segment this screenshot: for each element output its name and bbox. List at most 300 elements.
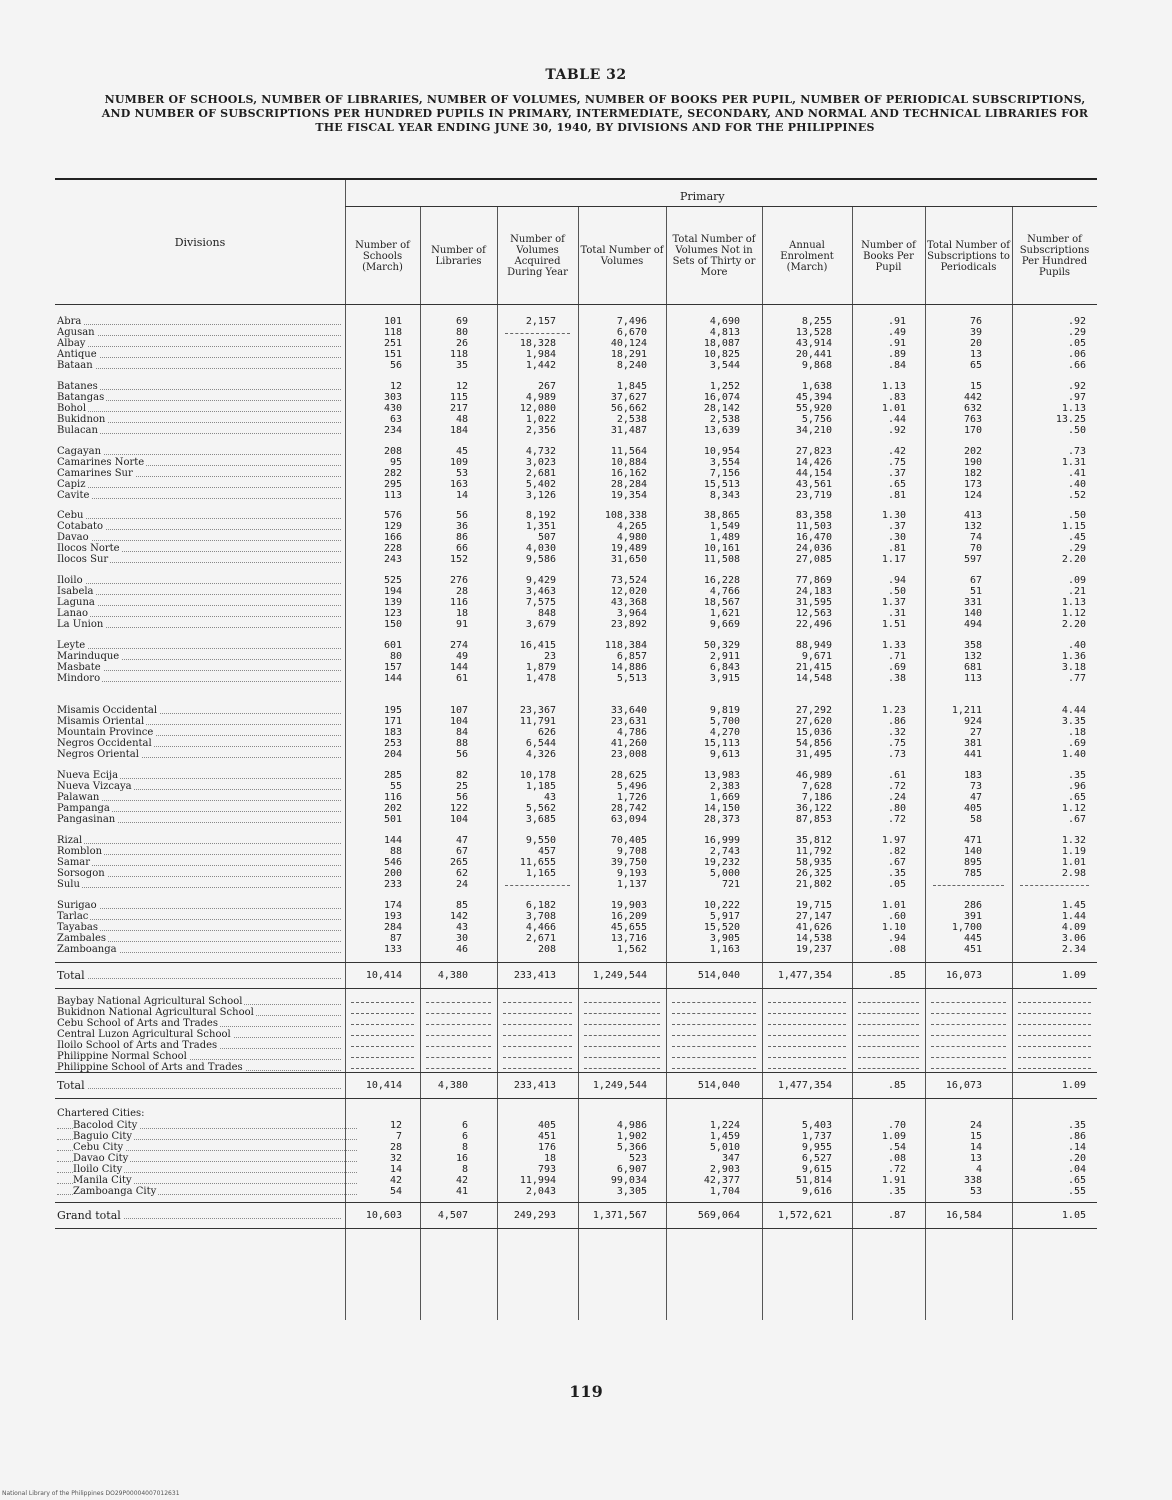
row-label-text: Lanao [57, 608, 89, 619]
table-cell: 8,240 [616, 360, 647, 371]
table-row [55, 338, 1097, 349]
table-cell: 45,394 [795, 392, 832, 403]
table-cell: 31,495 [795, 749, 832, 760]
table-cell: 15 [969, 1131, 982, 1142]
empty-cell-dash [351, 1002, 414, 1003]
table-cell: 14 [389, 1164, 402, 1175]
table-cell: 1.91 [881, 1175, 906, 1186]
table-cell: .35 [887, 868, 906, 879]
table-row [55, 933, 1097, 944]
row-label-text: Tayabas [57, 922, 98, 933]
table-cell: 116 [449, 597, 468, 608]
empty-cell-dash [768, 1068, 846, 1069]
table-cell: 233 [383, 879, 402, 890]
table-cell: 67 [455, 846, 468, 857]
leader-dots [57, 498, 341, 499]
table-row [55, 900, 1097, 911]
table-cell: 9,429 [525, 575, 556, 586]
table-cell: 7,156 [709, 468, 740, 479]
table-cell: 514,040 [697, 970, 740, 981]
table-cell: 69 [455, 316, 468, 327]
row-label [57, 381, 347, 392]
table-row [55, 403, 1097, 414]
table-cell: 70 [969, 543, 982, 554]
table-cell: 15,513 [703, 479, 740, 490]
row-label-text: Davao City [73, 1153, 129, 1164]
table-cell: 1,700 [951, 922, 982, 933]
table-cell: 1,669 [709, 792, 740, 803]
table-cell: 122 [449, 803, 468, 814]
empty-cell-dash [584, 1024, 660, 1025]
table-cell: 48 [455, 414, 468, 425]
table-cell: 8,255 [801, 316, 832, 327]
table-cell: 2.34 [1061, 944, 1086, 955]
table-cell: 13,639 [703, 425, 740, 436]
table-cell: 413 [963, 510, 982, 521]
table-cell: 9,819 [709, 705, 740, 716]
table-cell: .05 [1067, 338, 1086, 349]
table-cell: 12,563 [795, 608, 832, 619]
table-row [55, 468, 1097, 479]
row-label [57, 554, 347, 565]
row-label [57, 705, 347, 716]
table-cell: .85 [887, 1080, 906, 1091]
row-label-text: Zamboanga City [73, 1186, 157, 1197]
table-cell: 37,627 [610, 392, 647, 403]
empty-cell-dash [768, 1057, 846, 1058]
table-cell: 10,161 [703, 543, 740, 554]
row-rule [55, 1202, 1097, 1203]
table-title: TABLE 32 [545, 67, 627, 83]
table-cell: 19,489 [610, 543, 647, 554]
table-cell: 195 [383, 705, 402, 716]
table-cell: 54,856 [795, 738, 832, 749]
table-cell: 27,147 [795, 911, 832, 922]
table-cell: 12,080 [519, 403, 556, 414]
table-cell: 576 [383, 510, 402, 521]
row-label-text: Mindoro [57, 673, 101, 684]
table-cell: 3,023 [525, 457, 556, 468]
table-cell: 9,550 [525, 835, 556, 846]
row-label-text: Iloilo City [73, 1164, 123, 1175]
table-cell: 1.37 [881, 597, 906, 608]
table-cell: 13.25 [1055, 414, 1086, 425]
table-cell: 144 [383, 835, 402, 846]
row-label-text: Bacolod City [73, 1120, 138, 1131]
table-cell: .66 [1067, 360, 1086, 371]
table-cell: 331 [963, 597, 982, 608]
table-cell: 25 [455, 781, 468, 792]
table-cell: 1,022 [525, 414, 556, 425]
table-cell: 21,415 [795, 662, 832, 673]
empty-cell-dash [672, 1013, 756, 1014]
table-cell: 34,210 [795, 425, 832, 436]
table-cell: 1.01 [881, 900, 906, 911]
row-label [57, 1131, 363, 1142]
table-row [55, 360, 1097, 371]
empty-cell-dash [503, 1057, 572, 1058]
school-row [55, 1040, 1097, 1051]
table-cell: 5,366 [616, 1142, 647, 1153]
row-label [57, 316, 347, 327]
row-label [57, 1108, 347, 1119]
table-cell: 1,137 [616, 879, 647, 890]
table-cell: 9,613 [709, 749, 740, 760]
table-cell: 31,595 [795, 597, 832, 608]
table-cell: 1.32 [1061, 835, 1086, 846]
row-label [57, 1142, 363, 1153]
table-cell: 42 [389, 1175, 402, 1186]
table-caption: NUMBER OF SCHOOLS, NUMBER OF LIBRARIES, NUMBER OF VOLUMES, NUMBER OF BOOKS PER PUPIL, NUMBER OF PERIODICAL SUBSCRIPTIONS, AND NUMBER OF SUBSCRIPTIONS PER HUNDRED PUPILS IN PRIMARY, INTERMEDIATE, SECONDARY, AND NORMAL AND TECHNICAL LIBRARIES FOR THE FISCAL YEAR ENDING JUNE 30, 1940, BY DIVISIONS AND FOR THE PHILIPPINES [101, 93, 1089, 134]
table-cell: 190 [963, 457, 982, 468]
table-cell: 9,708 [616, 846, 647, 857]
table-cell: 6,670 [616, 327, 647, 338]
table-cell: .44 [887, 414, 906, 425]
row-label-text: Ilocos Sur [57, 554, 109, 565]
table-cell: 2.98 [1061, 868, 1086, 879]
table-cell: 1.44 [1061, 911, 1086, 922]
empty-cell-dash [768, 1002, 846, 1003]
row-label [57, 640, 347, 651]
empty-cell-dash [1018, 1068, 1091, 1069]
table-cell: 12 [389, 1120, 402, 1131]
empty-cell-dash [768, 1046, 846, 1047]
table-cell: 16,584 [945, 1210, 982, 1221]
empty-cell-dash [584, 1046, 660, 1047]
table-cell: 35 [455, 360, 468, 371]
table-cell: 13,983 [703, 770, 740, 781]
table-cell: 99,034 [610, 1175, 647, 1186]
table-cell: 1,351 [525, 521, 556, 532]
table-cell: 1,249,544 [592, 970, 647, 981]
table-cell: 18 [543, 1153, 556, 1164]
row-label [57, 792, 347, 803]
table-cell: .77 [1067, 673, 1086, 684]
table-cell: .09 [1067, 575, 1086, 586]
row-label [57, 403, 347, 414]
table-cell: 2,743 [709, 846, 740, 857]
table-cell: 1.36 [1061, 651, 1086, 662]
table-cell: 91 [455, 619, 468, 630]
footer-credit: National Library of the Philippines DO29P00004007012631 [2, 1490, 180, 1497]
grand-total-row [55, 1210, 1097, 1221]
table-cell: 31,650 [610, 554, 647, 565]
table-cell: 6,843 [709, 662, 740, 673]
city-row [55, 1142, 1097, 1153]
table-cell: .40 [1067, 479, 1086, 490]
row-label [57, 349, 347, 360]
table-cell: 194 [383, 586, 402, 597]
table-cell: 13 [969, 349, 982, 360]
table-cell: 338 [963, 1175, 982, 1186]
row-label [57, 457, 347, 468]
column-header: Number of Libraries [431, 245, 486, 267]
table-cell: 20,441 [795, 349, 832, 360]
leader-dots [57, 335, 341, 336]
table-cell: 793 [537, 1164, 556, 1175]
leader-dots [57, 616, 341, 617]
row-label-text: Pangasinan [57, 814, 116, 825]
empty-cell-dash [1018, 1035, 1091, 1036]
table-cell: 9,193 [616, 868, 647, 879]
row-label [57, 479, 347, 490]
table-cell: 4,466 [525, 922, 556, 933]
table-cell: 18,291 [610, 349, 647, 360]
table-cell: 45,655 [610, 922, 647, 933]
table-cell: 54 [389, 1186, 402, 1197]
table-cell: 58 [969, 814, 982, 825]
table-cell: .06 [1067, 349, 1086, 360]
row-rule [55, 1228, 1097, 1229]
empty-cell-dash [672, 1057, 756, 1058]
table-cell: 3,708 [525, 911, 556, 922]
city-row [55, 1186, 1097, 1197]
table-cell: 3,126 [525, 490, 556, 501]
table-cell: 233,413 [513, 970, 556, 981]
row-label [57, 911, 347, 922]
row-label-text: Central Luzon Agricultural School [57, 1029, 231, 1040]
table-cell: 2,911 [709, 651, 740, 662]
row-label-text: Cebu [57, 510, 84, 521]
table-cell: 26,325 [795, 868, 832, 879]
table-cell: 11,655 [519, 857, 556, 868]
table-cell: .97 [1067, 392, 1086, 403]
row-label-text: Negros Occidental [57, 738, 152, 749]
table-cell: .20 [1067, 1153, 1086, 1164]
table-cell: 1,902 [616, 1131, 647, 1142]
row-label-text: Baybay National Agricultural School [57, 996, 243, 1007]
row-label-text: Philippine Normal School [57, 1051, 187, 1062]
table-cell: 4,380 [437, 970, 468, 981]
table-cell: 1.13 [1061, 403, 1086, 414]
table-cell: .70 [887, 1120, 906, 1131]
row-label [57, 781, 347, 792]
table-cell: .65 [1067, 1175, 1086, 1186]
table-cell: .24 [887, 792, 906, 803]
table-cell: 5,010 [709, 1142, 740, 1153]
city-row [55, 1175, 1097, 1186]
table-cell: 67 [969, 575, 982, 586]
row-label-text: Palawan [57, 792, 100, 803]
table-cell: 3,685 [525, 814, 556, 825]
leader-dots [57, 919, 341, 920]
table-cell: 11,792 [795, 846, 832, 857]
row-label-text: Romblon [57, 846, 103, 857]
table-cell: 20 [969, 338, 982, 349]
table-cell: .37 [887, 521, 906, 532]
table-cell: 152 [449, 554, 468, 565]
row-label-text: Chartered Cities: [57, 1108, 145, 1119]
row-label-text: Antique [57, 349, 97, 360]
row-label [57, 1040, 347, 1051]
table-cell: 2,356 [525, 425, 556, 436]
table-cell: 63,094 [610, 814, 647, 825]
table-cell: 4,732 [525, 446, 556, 457]
row-label-text: Iloilo School of Arts and Trades [57, 1040, 218, 1051]
leader-dots [57, 594, 341, 595]
table-cell: 1,562 [616, 944, 647, 955]
table-cell: 253 [383, 738, 402, 749]
table-cell: 24,036 [795, 543, 832, 554]
table-cell: 55 [389, 781, 402, 792]
table-cell: .49 [887, 327, 906, 338]
row-label [57, 835, 347, 846]
table-cell: 4,989 [525, 392, 556, 403]
city-row [55, 1131, 1097, 1142]
table-cell: 55,920 [795, 403, 832, 414]
table-cell: 23,892 [610, 619, 647, 630]
table-row [55, 479, 1097, 490]
table-cell: 15,520 [703, 922, 740, 933]
table-cell: 1,252 [709, 381, 740, 392]
table-cell: 51,814 [795, 1175, 832, 1186]
table-cell: .82 [887, 846, 906, 857]
table-cell: .65 [887, 479, 906, 490]
table-cell: 44,154 [795, 468, 832, 479]
row-label [57, 1051, 347, 1062]
table-cell: 234 [383, 425, 402, 436]
empty-cell-dash [931, 1068, 1006, 1069]
table-cell: 1,478 [525, 673, 556, 684]
table-cell: .04 [1067, 1164, 1086, 1175]
table-cell: 7,628 [801, 781, 832, 792]
table-cell: 27,292 [795, 705, 832, 716]
table-cell: 1,489 [709, 532, 740, 543]
table-row [55, 608, 1097, 619]
table-cell: 144 [449, 662, 468, 673]
empty-cell-dash [503, 1035, 572, 1036]
table-cell: 681 [963, 662, 982, 673]
table-cell: 15,036 [795, 727, 832, 738]
table-cell: 2.20 [1061, 619, 1086, 630]
table-cell: 9,615 [801, 1164, 832, 1175]
table-cell: 19,237 [795, 944, 832, 955]
table-cell: 84 [455, 727, 468, 738]
table-cell: 41 [455, 1186, 468, 1197]
table-cell: 601 [383, 640, 402, 651]
table-row [55, 510, 1097, 521]
table-cell: 11,508 [703, 554, 740, 565]
table-cell: 1,638 [801, 381, 832, 392]
table-cell: 4,380 [437, 1080, 468, 1091]
row-label [57, 846, 347, 857]
table-cell: 3,679 [525, 619, 556, 630]
table-row [55, 705, 1097, 716]
table-cell: 18,328 [519, 338, 556, 349]
empty-cell-dash [1018, 1046, 1091, 1047]
row-label [57, 944, 347, 955]
table-cell: 14,426 [795, 457, 832, 468]
empty-cell-dash [505, 885, 570, 886]
table-cell: 27,823 [795, 446, 832, 457]
row-label [57, 586, 347, 597]
table-cell: 1.31 [1061, 457, 1086, 468]
leader-dots [57, 357, 341, 358]
table-cell: 4,766 [709, 586, 740, 597]
table-cell: 569,064 [697, 1210, 740, 1221]
table-cell: 4,786 [616, 727, 647, 738]
empty-cell-dash [584, 1068, 660, 1069]
table-cell: 1.09 [1061, 970, 1086, 981]
table-cell: 5,700 [709, 716, 740, 727]
table-cell: 193 [383, 911, 402, 922]
table-cell: 35,812 [795, 835, 832, 846]
empty-cell-dash [584, 1013, 660, 1014]
table-cell: 217 [449, 403, 468, 414]
row-label [57, 970, 347, 981]
table-cell: 32 [389, 1153, 402, 1164]
empty-cell-dash [931, 1046, 1006, 1047]
table-row [55, 922, 1097, 933]
row-label-text: Nueva Vizcaya [57, 781, 132, 792]
table-row [55, 414, 1097, 425]
empty-cell-dash [1018, 1013, 1091, 1014]
table-cell: 5,403 [801, 1120, 832, 1131]
table-cell: 3.18 [1061, 662, 1086, 673]
table-cell: 41,260 [610, 738, 647, 749]
row-label-text: Laguna [57, 597, 95, 608]
table-cell: 14,886 [610, 662, 647, 673]
row-label-text: Iloilo [57, 575, 83, 586]
table-cell: .83 [887, 392, 906, 403]
table-cell: 88,949 [795, 640, 832, 651]
table-row [55, 349, 1097, 360]
table-cell: 176 [537, 1142, 556, 1153]
table-cell: .50 [1067, 510, 1086, 521]
table-cell: 2.20 [1061, 554, 1086, 565]
table-cell: 1.13 [881, 381, 906, 392]
table-cell: 144 [383, 673, 402, 684]
table-cell: 2,538 [709, 414, 740, 425]
table-cell: .80 [887, 803, 906, 814]
table-cell: 11,994 [519, 1175, 556, 1186]
empty-cell-dash [858, 1013, 919, 1014]
table-cell: .92 [887, 425, 906, 436]
table-cell: 23,631 [610, 716, 647, 727]
table-cell: .32 [887, 727, 906, 738]
row-label-text: Bohol [57, 403, 87, 414]
table-cell: 170 [963, 425, 982, 436]
row-label [57, 338, 347, 349]
empty-cell-dash [672, 1024, 756, 1025]
empty-cell-dash [503, 1068, 572, 1069]
row-label [57, 727, 347, 738]
row-label [57, 392, 347, 403]
row-label-text: Bukidnon [57, 414, 106, 425]
row-label-text: Tarlac [57, 911, 89, 922]
school-row [55, 1018, 1097, 1029]
row-label-text: Samar [57, 857, 91, 868]
table-cell: 43 [543, 792, 556, 803]
table-cell: 39,750 [610, 857, 647, 868]
table-cell: 1.09 [881, 1131, 906, 1142]
table-cell: 113 [383, 490, 402, 501]
row-label-text: Cotabato [57, 521, 104, 532]
row-label [57, 608, 347, 619]
table-cell: 4,326 [525, 749, 556, 760]
row-label [57, 651, 347, 662]
table-cell: .55 [1067, 1186, 1086, 1197]
table-cell: 26 [455, 338, 468, 349]
row-label-text: Masbate [57, 662, 101, 673]
table-cell: 381 [963, 738, 982, 749]
table-cell: 12 [389, 381, 402, 392]
table-cell: 15,113 [703, 738, 740, 749]
row-label-text: Nueva Ecija [57, 770, 119, 781]
row-label [57, 597, 347, 608]
table-cell: 1,185 [525, 781, 556, 792]
table-cell: 1.10 [881, 922, 906, 933]
